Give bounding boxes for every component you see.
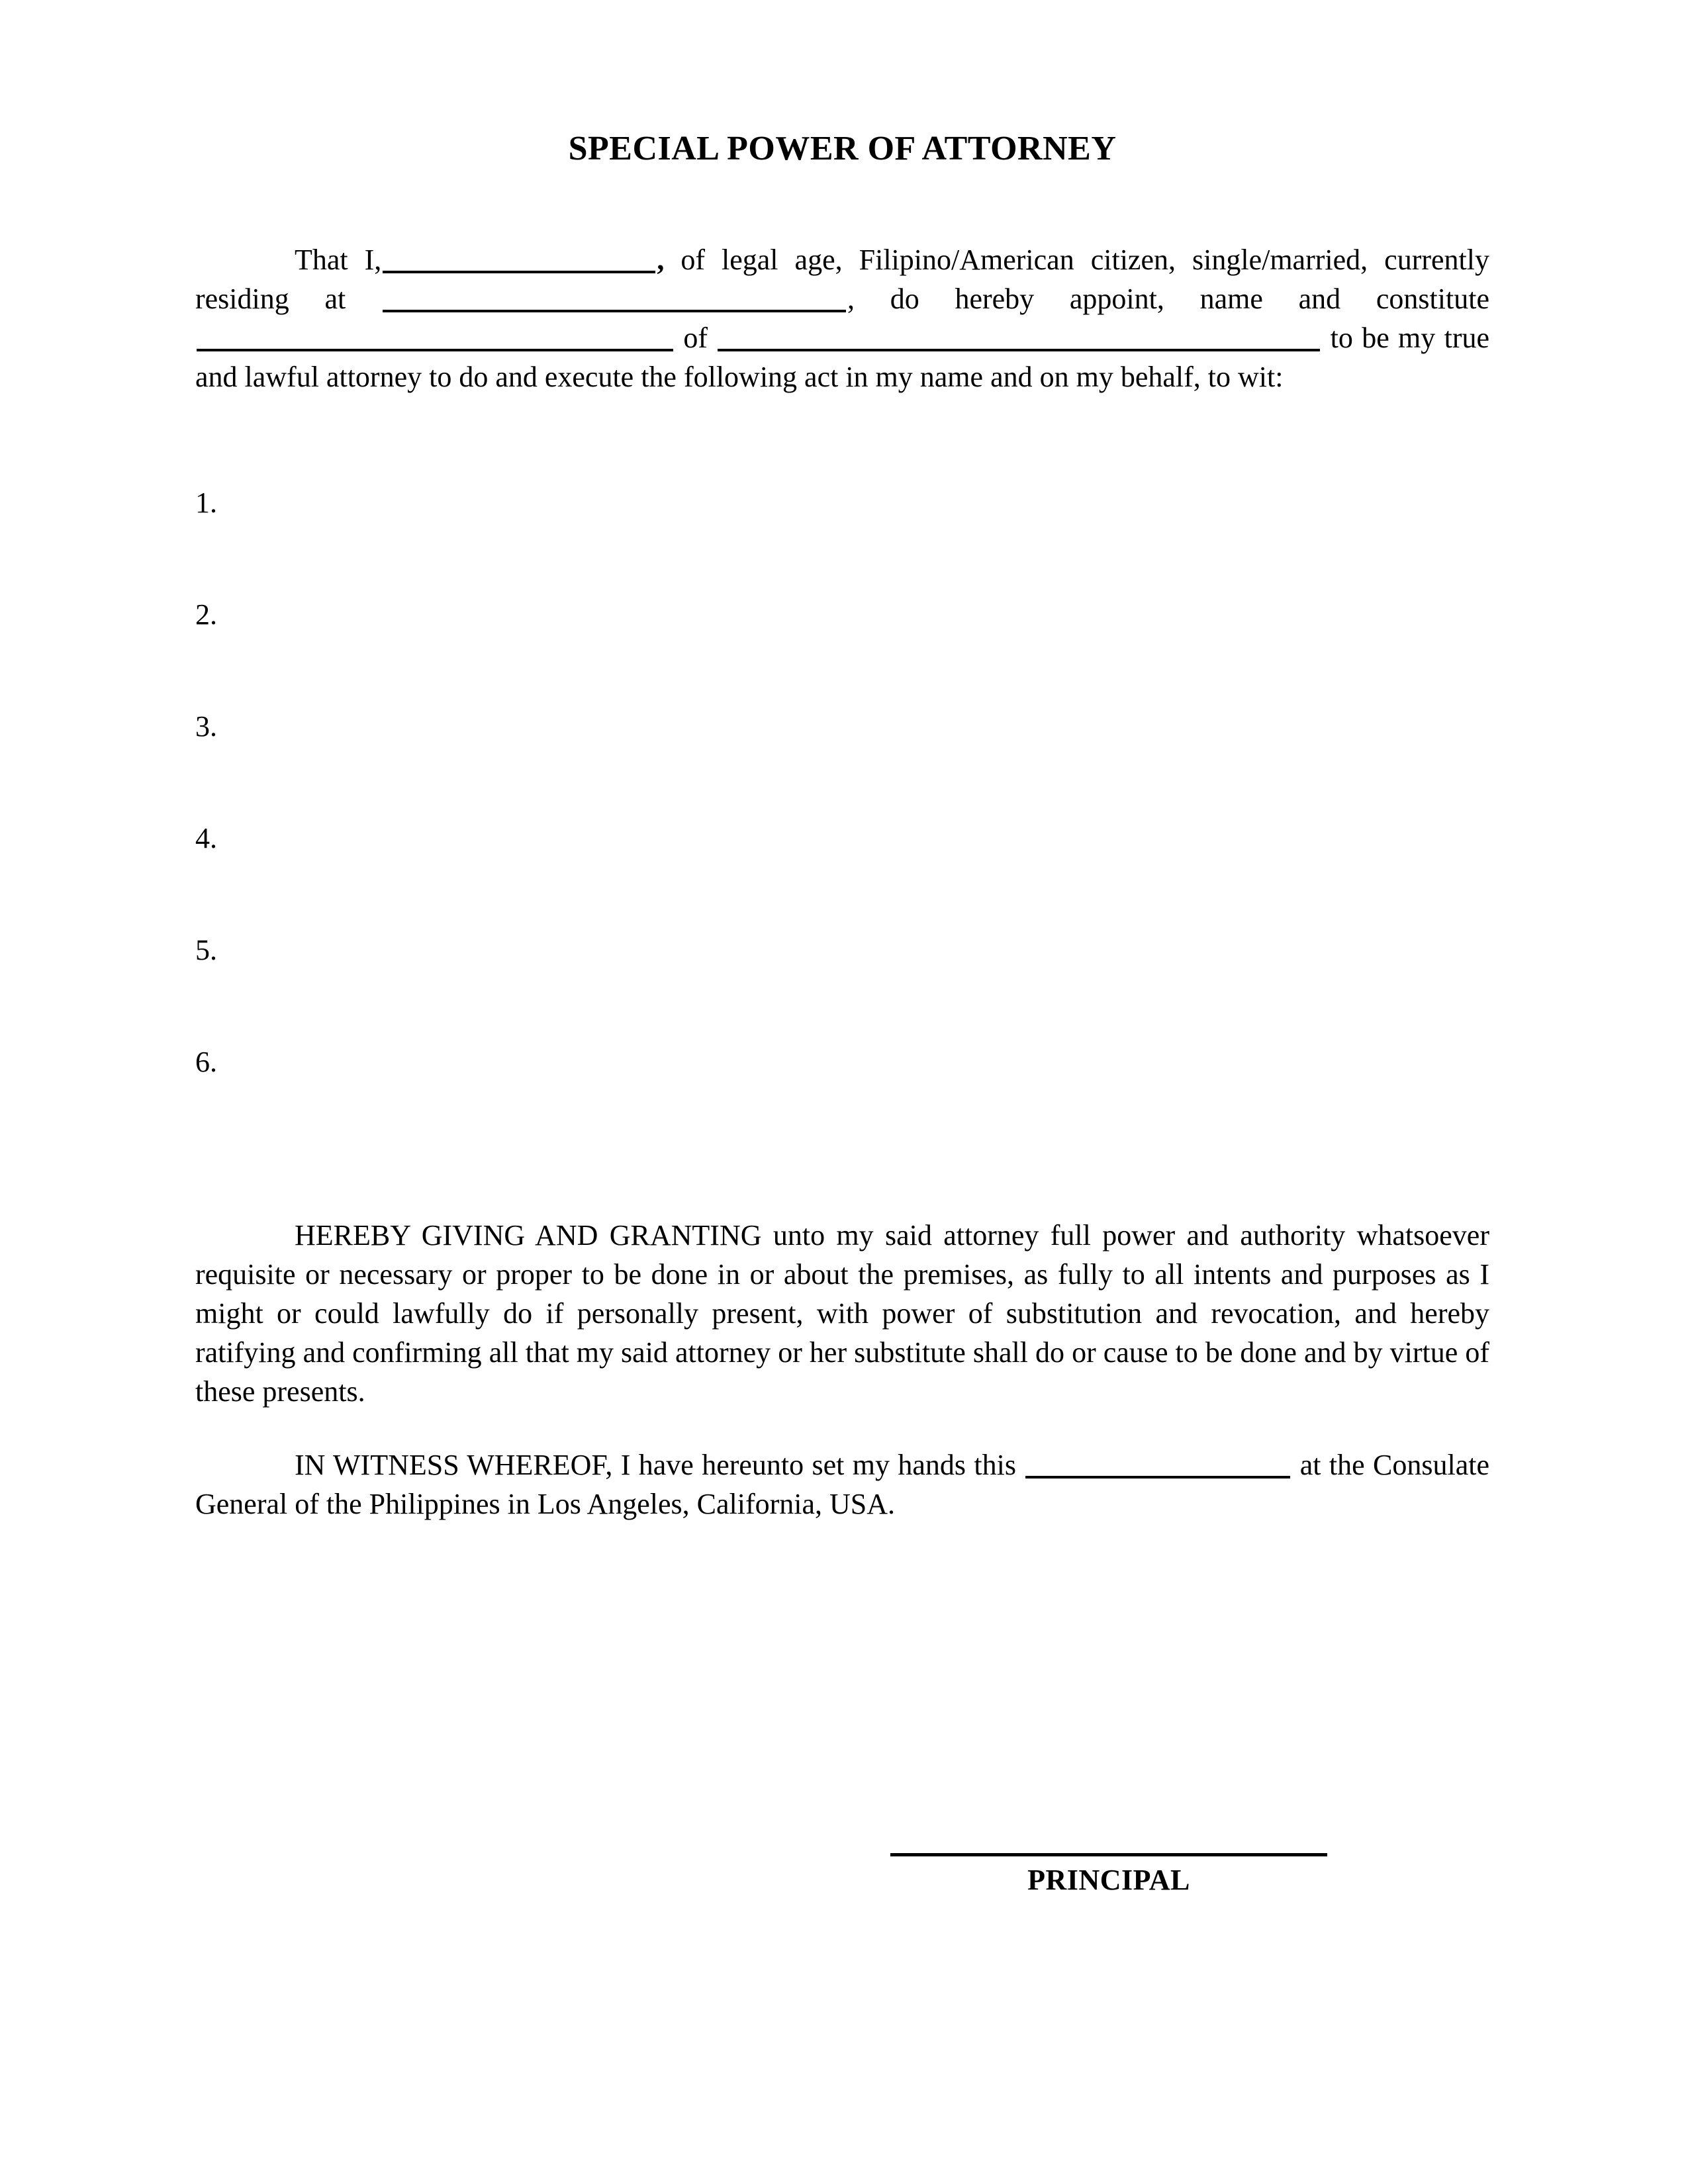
witness-paragraph <box>195 1445 1489 1524</box>
list-item-marker: 6. <box>195 1046 217 1079</box>
signature-line[interactable] <box>890 1853 1327 1856</box>
granting-body-text: unto my said attorney full power and authority whatsoever requisite or necessary or proper to be done in or about the premises, as fully to all intents and purposes as I might or could lawfully do if personally present, with power of substitution and revocation, and hereby ratifying and confirming all that my said attorney or her substitute shall do or cause to be done and by virtue of these presents. <box>195 1219 1489 1408</box>
list-item-marker: 2. <box>195 598 217 631</box>
list-item[interactable] <box>195 931 1489 1042</box>
witness-lead-text: IN WITNESS WHEREOF, <box>295 1449 613 1482</box>
opening-text-segment-3: do hereby appoint, name and constitute <box>854 283 1489 316</box>
opening-text-segment-4: of <box>675 322 717 355</box>
list-item[interactable] <box>195 483 1489 595</box>
signature-label: PRINCIPAL <box>1027 1864 1190 1896</box>
document-content <box>195 0 1489 1524</box>
list-item-marker: 3. <box>195 710 217 743</box>
list-item[interactable] <box>195 1042 1489 1154</box>
list-bottom-spacer <box>195 1154 1489 1216</box>
list-item-marker: 4. <box>195 822 217 855</box>
attorney-address-blank[interactable] <box>718 322 1320 351</box>
list-top-spacer <box>195 396 1489 483</box>
list-item[interactable] <box>195 819 1489 931</box>
witness-text-after-blank: at the Consulate General of the Philippines in Los Angeles, California, USA. <box>195 1449 1489 1521</box>
granting-paragraph <box>195 1216 1489 1411</box>
principal-name-blank[interactable] <box>383 244 655 273</box>
list-item-marker: 1. <box>195 486 217 520</box>
execution-date-blank[interactable] <box>1025 1449 1290 1479</box>
authorized-acts-list <box>195 483 1489 1154</box>
opening-paragraph <box>195 240 1489 396</box>
comma-after-name: , <box>657 244 665 277</box>
list-item-marker: 5. <box>195 934 217 967</box>
residence-address-blank[interactable] <box>383 283 846 312</box>
opening-text-segment-2: of legal age, Filipino/American citizen, single/married, currently residing at <box>195 244 1489 316</box>
page-title: SPECIAL POWER OF ATTORNEY <box>568 130 1117 167</box>
granting-lead-text: HEREBY GIVING AND GRANTING <box>295 1219 762 1252</box>
opening-text-segment-1: That I, <box>295 244 382 277</box>
witness-text-before-blank: I have hereunto set my hands this <box>612 1449 1025 1482</box>
signature-block <box>890 1853 1327 1896</box>
opening-text-segment-5: to be my true and lawful attorney to do and execute the following act in my name and on my behalf, to wit: <box>195 322 1489 394</box>
comma-after-address: , <box>847 283 855 316</box>
attorney-name-blank[interactable] <box>197 322 673 351</box>
list-item[interactable] <box>195 595 1489 707</box>
list-item[interactable] <box>195 707 1489 819</box>
